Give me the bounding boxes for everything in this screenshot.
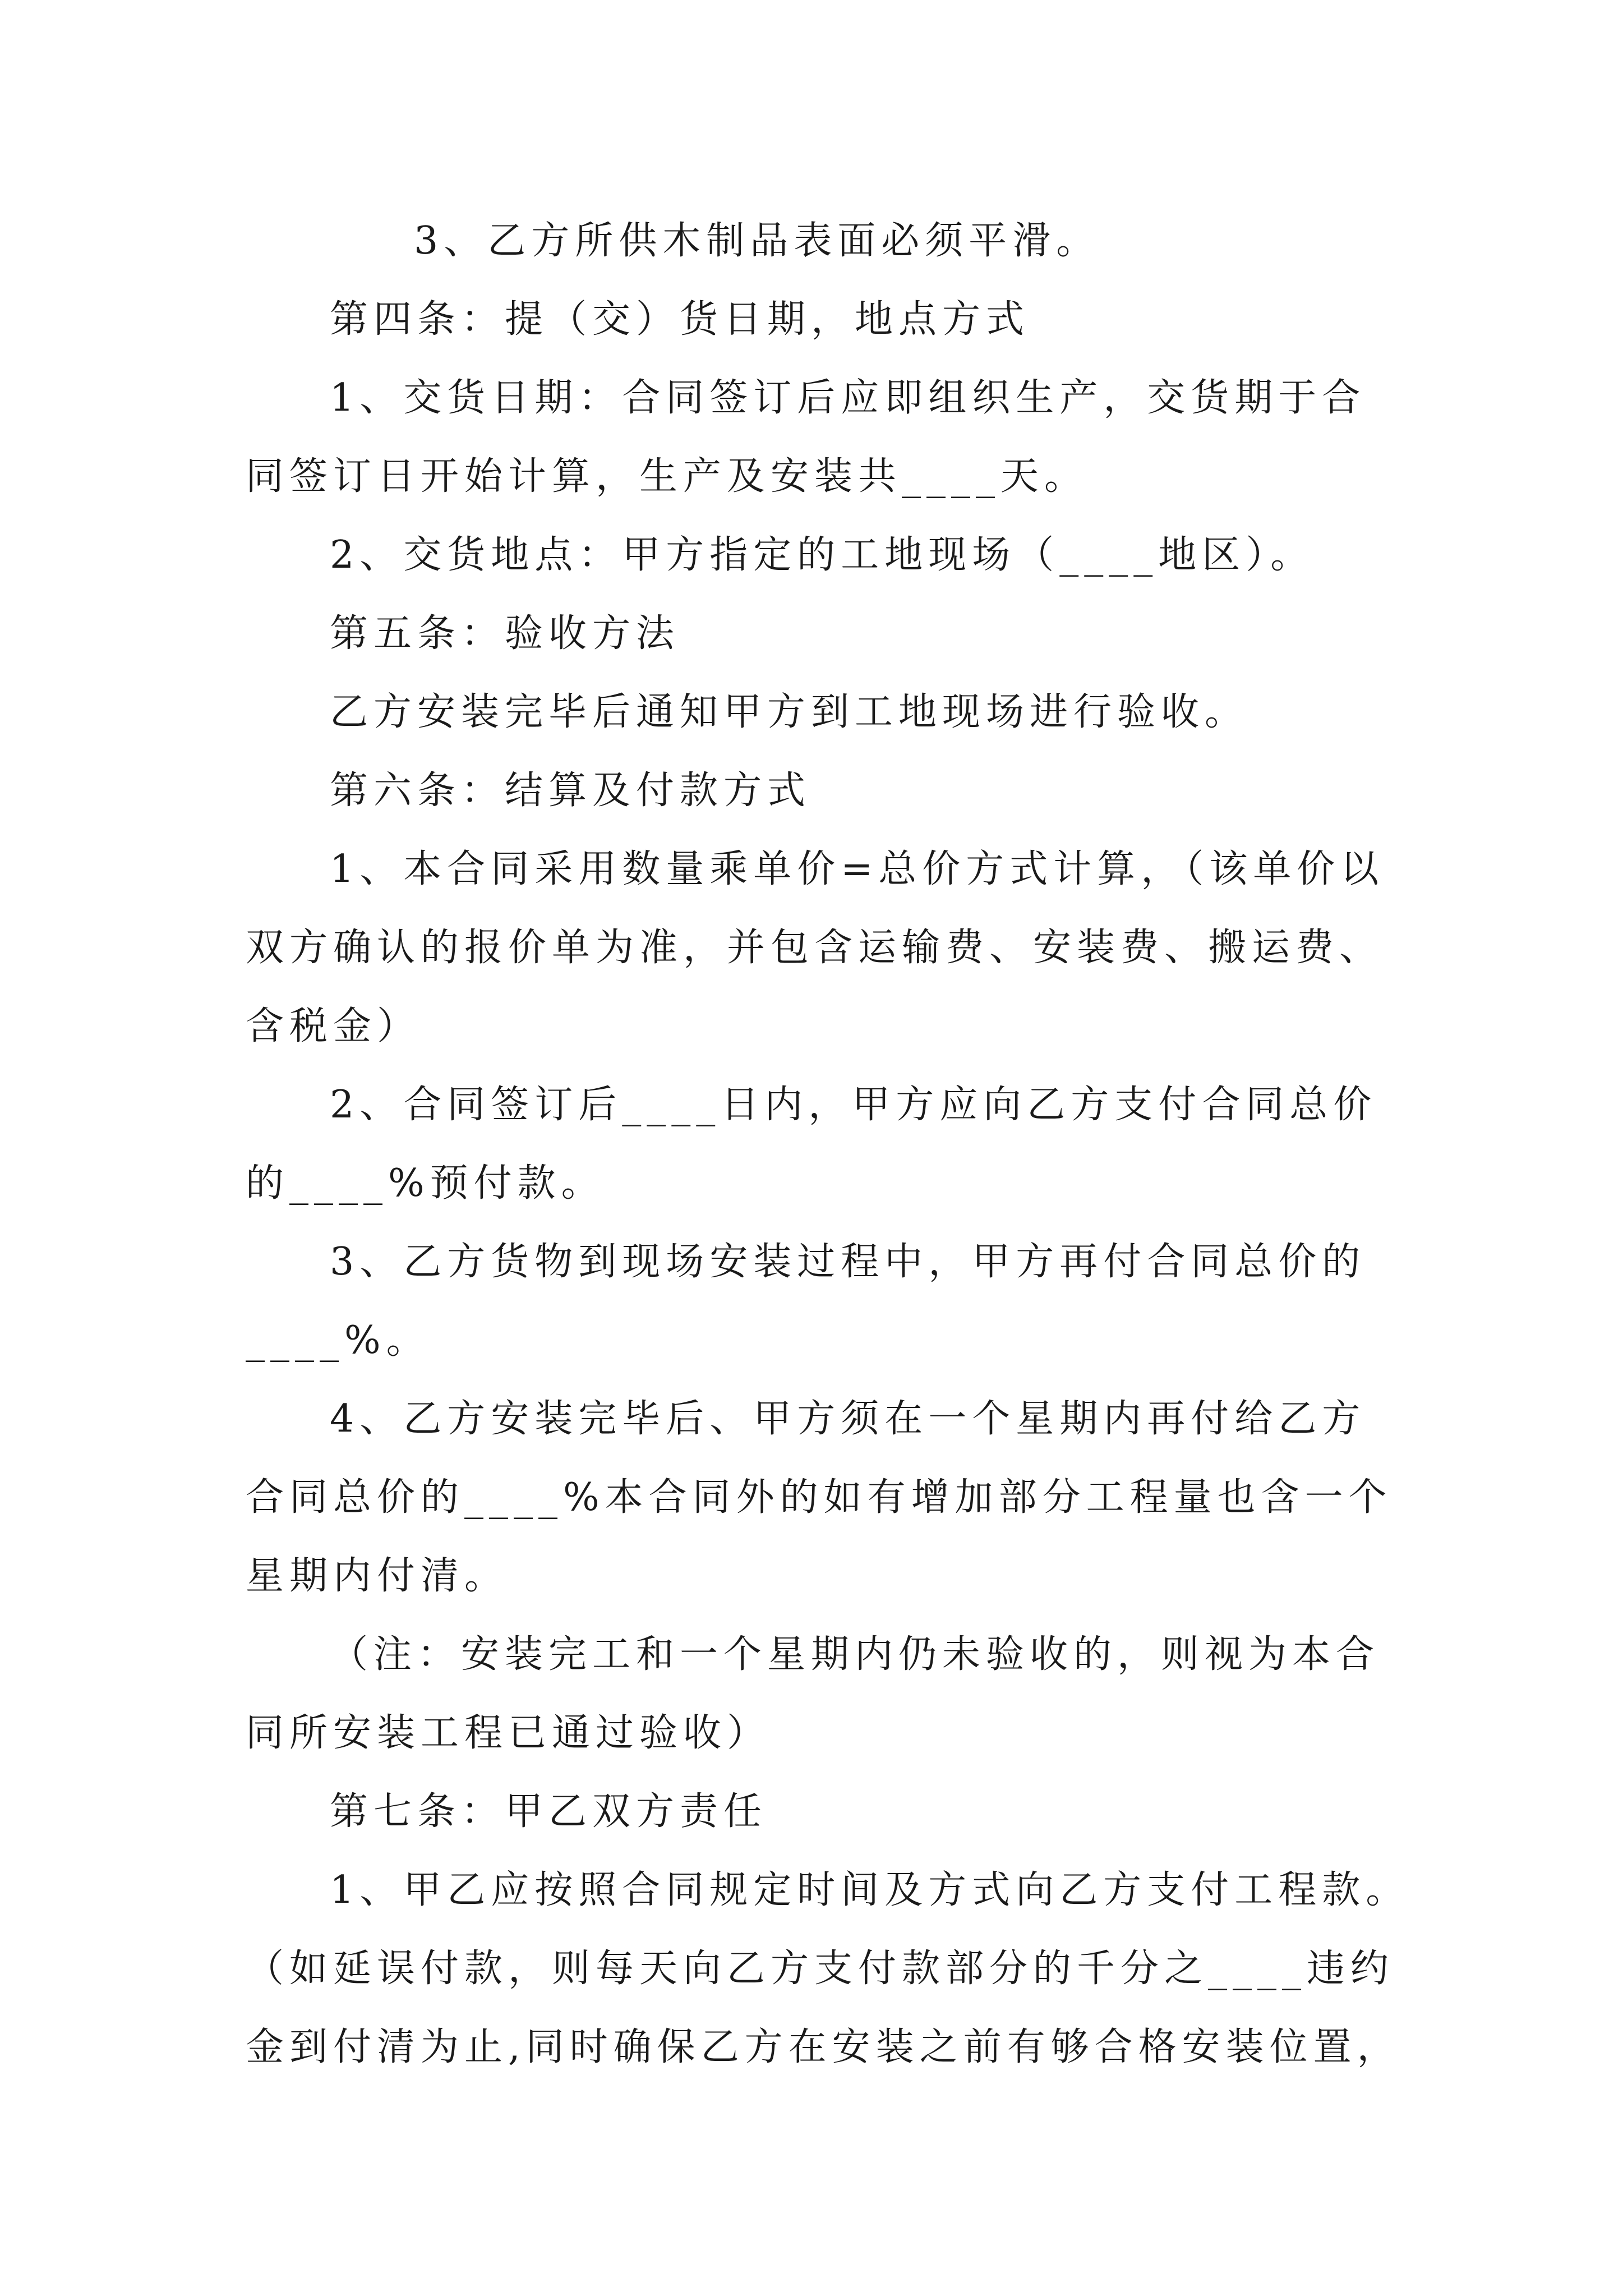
text-line: 2、合同签订后____日内，甲方应向乙方支付合同总价 <box>330 1083 1377 1127</box>
article-heading: 第四条：提（交）货日期，地点方式 <box>330 297 1030 342</box>
text-line: （如延误付款，则每天向乙方支付款部分的千分之____违约 <box>246 1947 1395 1991</box>
text-line: 的____%预付款。 <box>246 1161 605 1205</box>
text-line: 双方确认的报价单为准，并包含运输费、安装费、搬运费、 <box>246 926 1384 970</box>
article-heading: 第七条：甲乙双方责任 <box>330 1789 768 1834</box>
text-line: 同所安装工程已通过验收） <box>246 1711 771 1755</box>
contract-text <box>246 202 1410 2087</box>
text-line: 星期内付清。 <box>246 1554 509 1598</box>
text-line: 合同总价的____%本合同外的如有增加部分工程量也含一个 <box>246 1475 1393 1520</box>
text-line: 3、乙方所供木制品表面必须平滑。 <box>414 219 1100 263</box>
article-heading: 第五条：验收方法 <box>330 611 680 656</box>
article-heading: 第六条：结算及付款方式 <box>330 769 811 813</box>
text-line: （注：安装完工和一个星期内仍未验收的，则视为本合 <box>330 1632 1380 1677</box>
text-line: 3、乙方货物到现场安装过程中，甲方再付合同总价的 <box>330 1240 1366 1284</box>
text-line: 1、交货日期：合同签订后应即组织生产，交货期于合 <box>330 376 1366 420</box>
text-line: 4、乙方安装完毕后、甲方须在一个星期内再付给乙方 <box>330 1397 1366 1441</box>
text-line: 同签订日开始计算，生产及安装共____天。 <box>246 454 1089 499</box>
text-line: 乙方安装完毕后通知甲方到工地现场进行验收。 <box>330 690 1249 734</box>
text-line: 1、本合同采用数量乘单价=总价方式计算，（该单价以 <box>330 847 1385 891</box>
text-line: ____%。 <box>246 1318 430 1363</box>
text-line: 1、甲乙应按照合同规定时间及方式向乙方支付工程款。 <box>330 1868 1410 1912</box>
text-line: 2、交货地点：甲方指定的工地现场（____地区）。 <box>330 533 1315 577</box>
text-line: 金到付清为止,同时确保乙方在安装之前有够合格安装位置， <box>246 2025 1401 2069</box>
text-line: 含税金） <box>246 1004 421 1048</box>
